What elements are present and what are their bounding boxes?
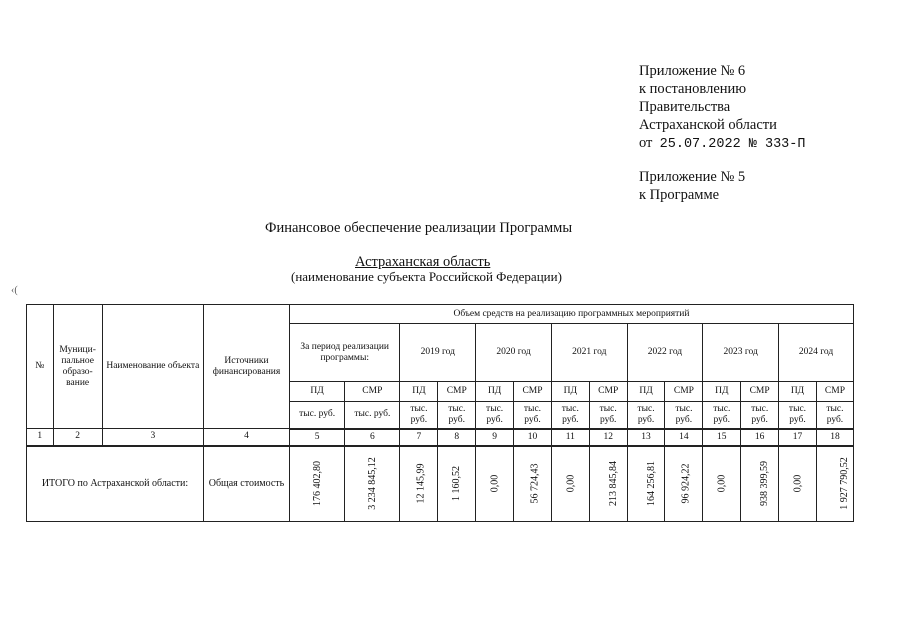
header-unit: тыс. руб. — [779, 402, 817, 429]
header-pd: ПД — [551, 382, 589, 402]
header-year: 2024 год — [779, 324, 854, 382]
total-row — [27, 446, 854, 522]
column-number: 17 — [779, 429, 817, 446]
header-year: 2021 год — [551, 324, 627, 382]
header-year: 2023 год — [703, 324, 779, 382]
header-pd: ПД — [703, 382, 741, 402]
header-smr: СМР — [589, 382, 627, 402]
total-value: 164 256,81 — [645, 460, 657, 506]
total-value: 1 160,52 — [451, 465, 463, 501]
header-pd: ПД — [400, 382, 438, 402]
column-number: 13 — [627, 429, 665, 446]
appendix-6-line: Приложение № 6 — [639, 63, 746, 79]
total-value-cell — [627, 446, 665, 522]
column-number: 6 — [345, 429, 400, 446]
total-source: Общая стоимость — [204, 446, 290, 522]
header-smr: СМР — [741, 382, 779, 402]
decree-date-number: 25.07.2022 № 333-П — [659, 137, 806, 152]
header-unit: тыс. руб. — [289, 402, 344, 429]
total-value-cell — [779, 446, 817, 522]
header-sources: Источники финансирования — [204, 305, 290, 429]
appendix-5-line: к Программе — [639, 187, 720, 203]
header-pd: ПД — [779, 382, 817, 402]
header-total-period: За период реализации программы: — [289, 324, 400, 382]
header-volume: Объем средств на реализацию программных мероприятий — [289, 305, 853, 324]
header-pd: ПД — [627, 382, 665, 402]
total-value-cell — [400, 446, 438, 522]
appendix-6-line: Астраханской области — [639, 117, 777, 133]
header-unit: тыс. руб. — [400, 402, 438, 429]
total-value: 12 145,99 — [415, 463, 427, 504]
appendix-5-line: Приложение № 5 — [639, 169, 746, 185]
total-label: ИТОГО по Астраханской области: — [27, 446, 204, 522]
header-unit: тыс. руб. — [816, 402, 853, 429]
column-number: 9 — [476, 429, 514, 446]
total-value-cell — [589, 446, 627, 522]
header-unit: тыс. руб. — [703, 402, 741, 429]
column-number: 7 — [400, 429, 438, 446]
header-unit: тыс. руб. — [589, 402, 627, 429]
column-number: 15 — [703, 429, 741, 446]
header-pd: ПД — [476, 382, 514, 402]
total-value: 96 924,22 — [680, 463, 692, 504]
column-number: 4 — [204, 429, 290, 446]
column-number: 10 — [514, 429, 552, 446]
appendix-5-block — [639, 168, 745, 204]
header-unit: тыс. руб. — [345, 402, 400, 429]
total-value: 0,00 — [489, 474, 501, 492]
header-row — [27, 305, 854, 324]
appendix-6-date-line — [639, 134, 805, 154]
header-year: 2022 год — [627, 324, 703, 382]
total-value-cell — [816, 446, 853, 522]
appendix-6-line: к постановлению — [639, 81, 747, 97]
header-object: Наименование объекта — [102, 305, 203, 429]
header-num: № — [27, 305, 54, 429]
total-value: 3 234 845,12 — [366, 457, 378, 510]
date-prefix: от — [639, 135, 653, 151]
appendix-6-block — [639, 62, 805, 154]
column-number: 5 — [289, 429, 344, 446]
total-value: 176 402,80 — [311, 460, 323, 506]
appendix-6-line: Правительства — [639, 99, 731, 115]
column-number: 2 — [53, 429, 102, 446]
column-number: 11 — [551, 429, 589, 446]
header-smr: СМР — [816, 382, 853, 402]
financing-table — [26, 304, 854, 522]
column-number: 18 — [816, 429, 853, 446]
total-value: 938 399,59 — [759, 460, 771, 506]
total-value: 0,00 — [716, 474, 728, 492]
column-number: 1 — [27, 429, 54, 446]
region-caption: (наименование субъекта Российской Федерации) — [291, 269, 562, 284]
total-value-cell — [703, 446, 741, 522]
column-number: 12 — [589, 429, 627, 446]
total-value-cell — [438, 446, 476, 522]
margin-mark: ‹( — [11, 285, 18, 296]
header-unit: тыс. руб. — [514, 402, 552, 429]
column-number: 14 — [665, 429, 703, 446]
header-pd: ПД — [289, 382, 344, 402]
total-value-cell — [476, 446, 514, 522]
header-smr: СМР — [438, 382, 476, 402]
column-number: 3 — [102, 429, 203, 446]
header-unit: тыс. руб. — [627, 402, 665, 429]
total-value: 0,00 — [564, 474, 576, 492]
header-year: 2020 год — [476, 324, 552, 382]
total-value-cell — [665, 446, 703, 522]
total-value-cell — [514, 446, 552, 522]
column-number-row — [27, 429, 854, 446]
total-value-cell — [741, 446, 779, 522]
total-value: 0,00 — [791, 474, 803, 492]
header-smr: СМР — [665, 382, 703, 402]
total-value-cell — [551, 446, 589, 522]
column-number: 16 — [741, 429, 779, 446]
header-unit: тыс. руб. — [438, 402, 476, 429]
total-value: 213 845,84 — [607, 460, 619, 506]
header-unit: тыс. руб. — [476, 402, 514, 429]
header-year: 2019 год — [400, 324, 476, 382]
header-municipality: Муници-пальное образо-вание — [53, 305, 102, 429]
header-smr: СМР — [514, 382, 552, 402]
document-title: Финансовое обеспечение реализации Программы — [265, 220, 573, 236]
column-number: 8 — [438, 429, 476, 446]
total-value-cell — [289, 446, 344, 522]
total-value: 1 927 790,52 — [838, 457, 850, 510]
total-value: 56 724,43 — [529, 463, 541, 504]
header-unit: тыс. руб. — [551, 402, 589, 429]
header-unit: тыс. руб. — [665, 402, 703, 429]
total-value-cell — [345, 446, 400, 522]
header-smr: СМР — [345, 382, 400, 402]
region-name: Астраханская область — [355, 254, 491, 270]
header-unit: тыс. руб. — [741, 402, 779, 429]
